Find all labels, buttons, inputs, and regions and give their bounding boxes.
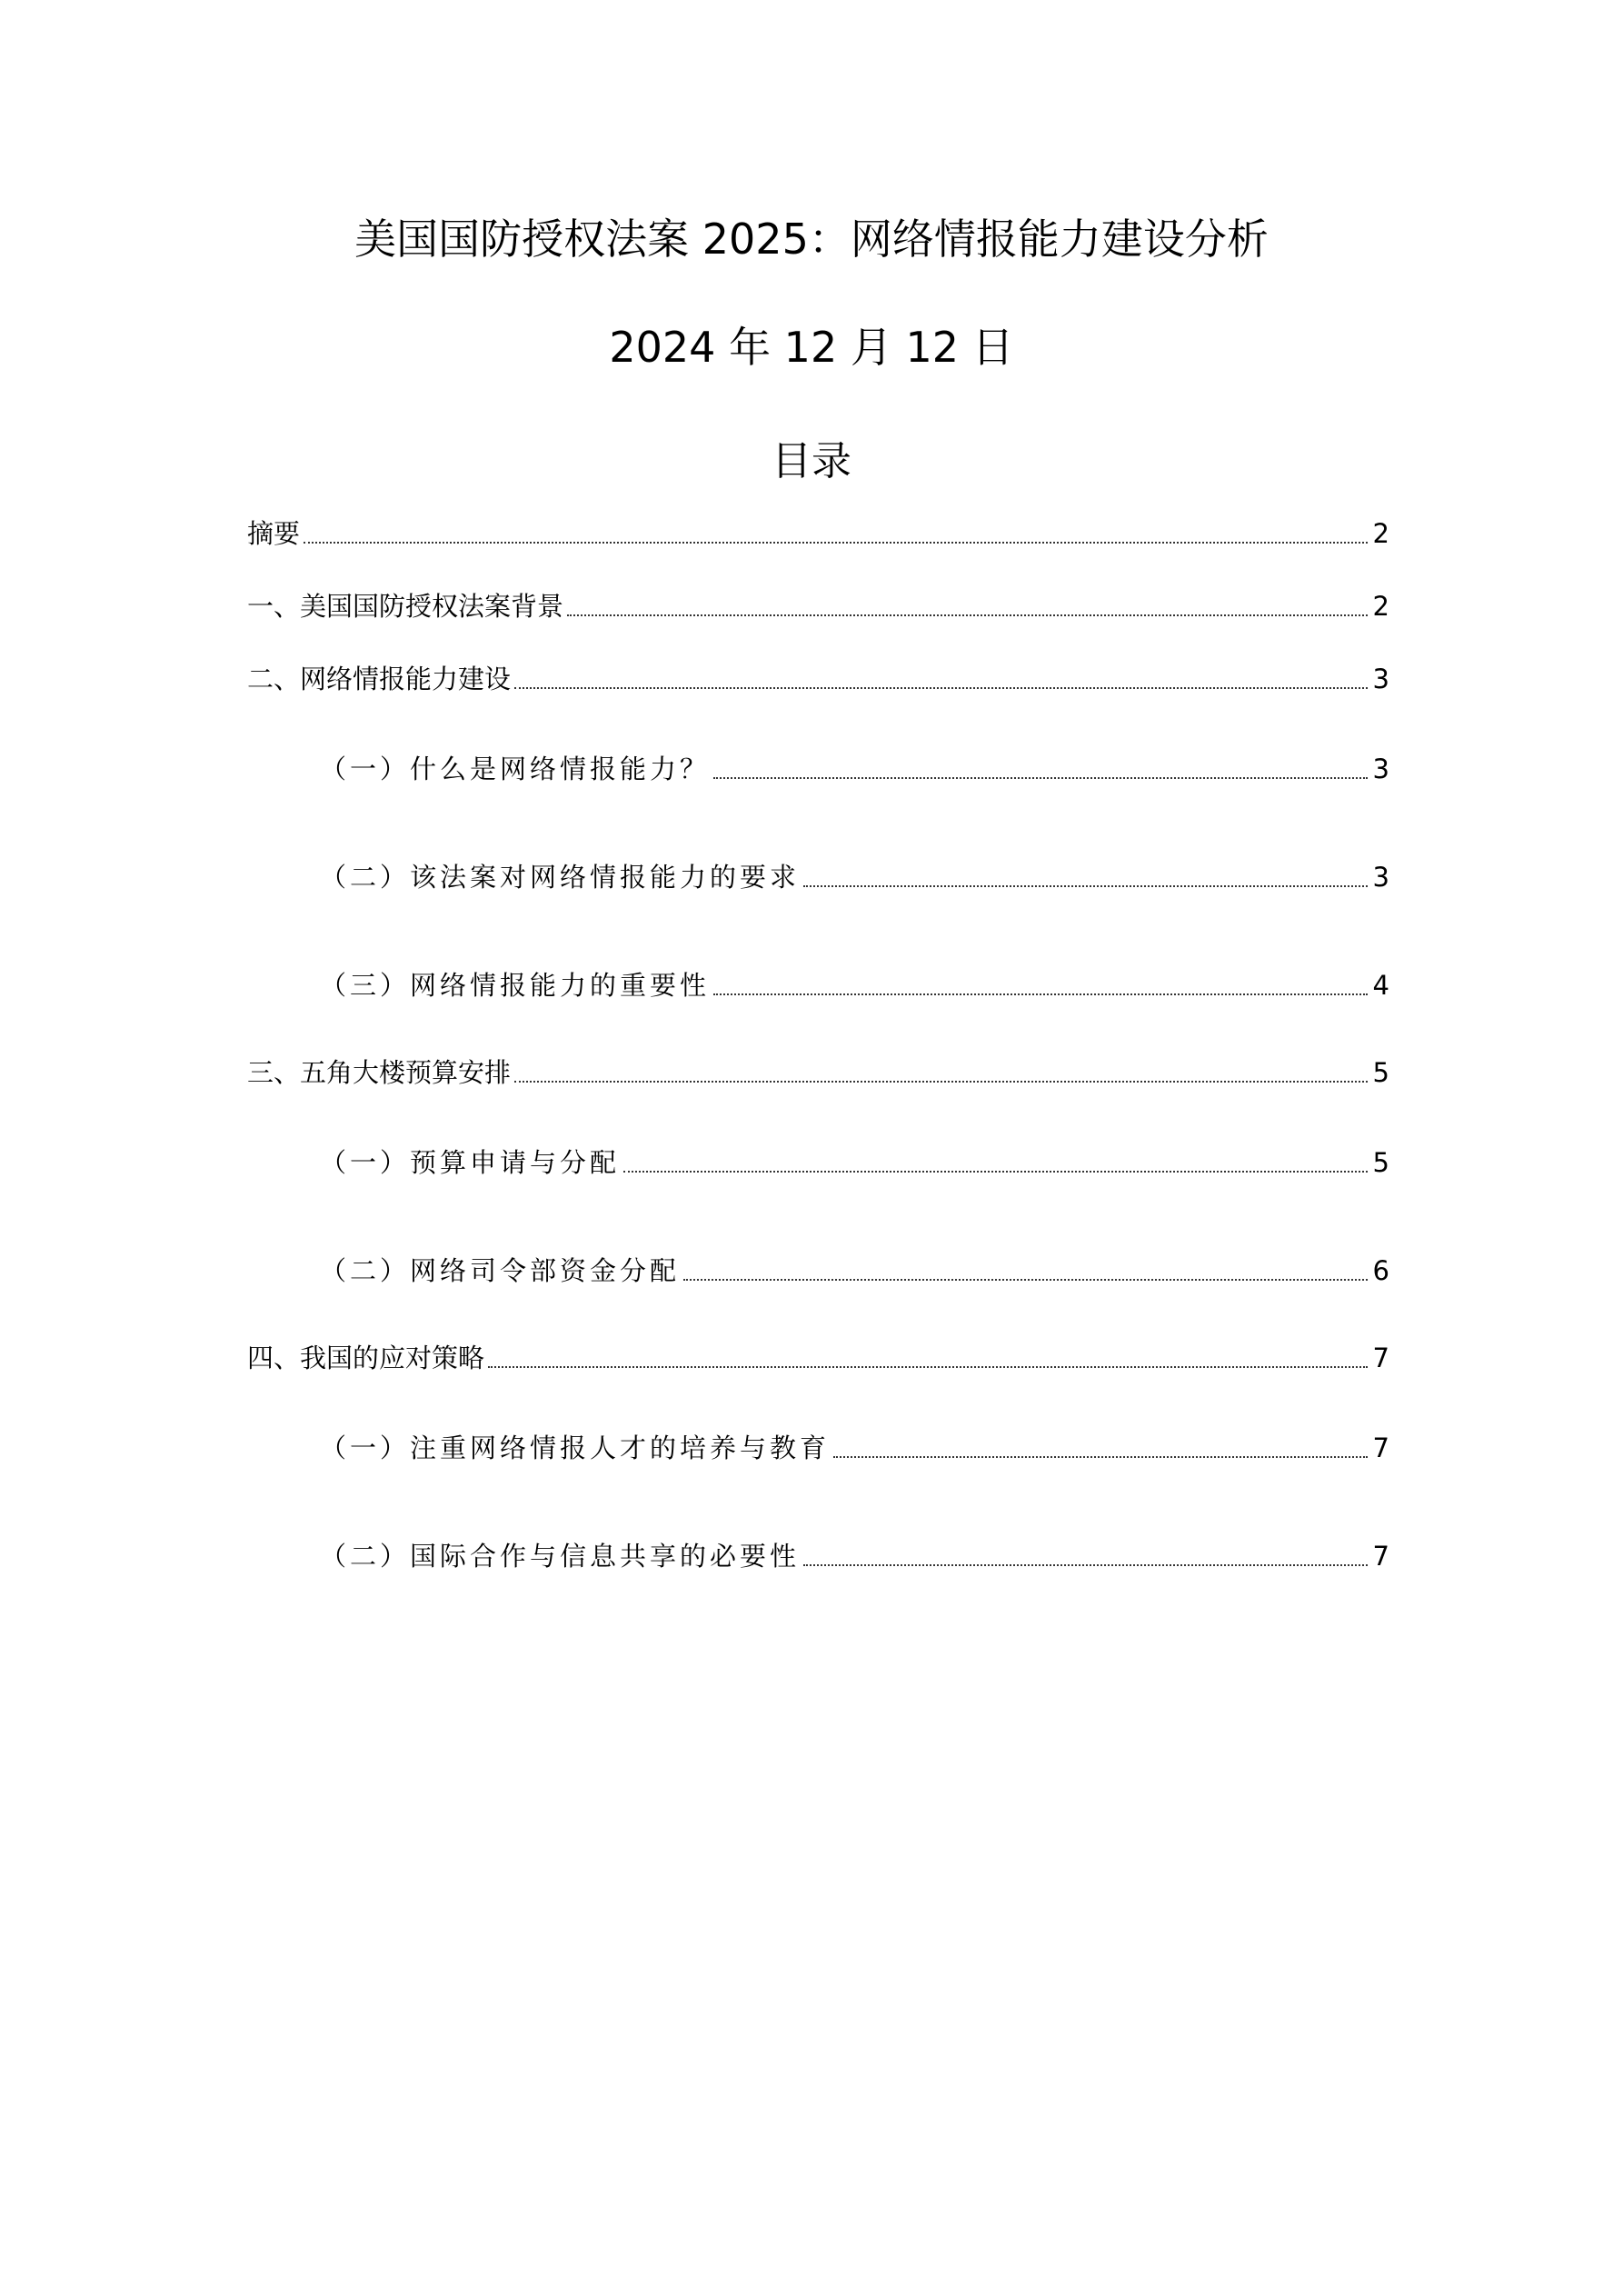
toc-dot-leader [803, 885, 1368, 887]
toc-entry-label: 四、我国的应对策略 [247, 1343, 485, 1373]
toc-heading: 目录 [772, 438, 851, 484]
toc-page-number: 7 [1372, 1433, 1389, 1463]
toc-dot-leader [713, 993, 1368, 995]
toc-entry-section-2-3[interactable] [320, 963, 1389, 1003]
document-title: 美国国防授权法案 2025：网络情报能力建设分析 [354, 215, 1269, 264]
toc-page-number: 3 [1372, 754, 1389, 784]
toc-dot-leader [683, 1279, 1368, 1281]
toc-page-number: 6 [1372, 1255, 1389, 1286]
toc-entry-label: （二）国际合作与信息共享的必要性 [320, 1541, 801, 1572]
toc-dot-leader [514, 1081, 1368, 1083]
toc-entry-abstract[interactable] [247, 512, 1389, 552]
toc-entry-label: （二）网络司令部资金分配 [320, 1255, 681, 1286]
toc-entry-label: （一）预算申请与分配 [320, 1147, 621, 1178]
toc-entry-label: （一）什么是网络情报能力？ [320, 754, 711, 784]
toc-entry-section-2[interactable] [247, 657, 1389, 697]
toc-entry-section-4-2[interactable] [320, 1534, 1389, 1574]
toc-entry-section-3-1[interactable] [320, 1141, 1389, 1181]
toc-page-number: 4 [1372, 970, 1389, 1001]
toc-entry-section-3-2[interactable] [320, 1249, 1389, 1289]
toc-entry-label: 一、美国国防授权法案背景 [247, 591, 564, 622]
toc-dot-leader [567, 614, 1368, 616]
toc-entry-label: （三）网络情报能力的重要性 [320, 970, 711, 1001]
toc-entry-section-3[interactable] [247, 1051, 1389, 1091]
toc-entry-label: 摘要 [247, 518, 301, 549]
toc-entry-section-2-1[interactable] [320, 747, 1389, 787]
toc-entry-section-4-1[interactable] [320, 1426, 1389, 1466]
toc-dot-leader [803, 1564, 1368, 1566]
document-date: 2024 年 12 月 12 日 [609, 323, 1014, 372]
toc-dot-leader [488, 1366, 1368, 1368]
toc-page-number: 3 [1372, 664, 1389, 694]
toc-page-number: 7 [1372, 1343, 1389, 1373]
toc-page-number: 5 [1372, 1057, 1389, 1088]
toc-dot-leader [713, 777, 1368, 779]
toc-page-number: 5 [1372, 1147, 1389, 1178]
toc-dot-leader [833, 1456, 1368, 1458]
toc-page-number: 2 [1372, 518, 1389, 549]
toc-entry-section-4[interactable] [247, 1336, 1389, 1376]
toc-dot-leader [623, 1171, 1368, 1173]
toc-entry-label: 三、五角大楼预算安排 [247, 1057, 512, 1088]
toc-dot-leader [304, 542, 1368, 544]
toc-entry-label: （一）注重网络情报人才的培养与教育 [320, 1433, 831, 1463]
toc-page-number: 2 [1372, 591, 1389, 622]
toc-entry-section-2-2[interactable] [320, 855, 1389, 895]
toc-entry-label: 二、网络情报能力建设 [247, 664, 512, 694]
toc-entry-label: （二）该法案对网络情报能力的要求 [320, 862, 801, 893]
toc-page-number: 7 [1372, 1541, 1389, 1572]
toc-entry-section-1[interactable] [247, 584, 1389, 624]
toc-dot-leader [514, 687, 1368, 689]
toc-page-number: 3 [1372, 862, 1389, 893]
